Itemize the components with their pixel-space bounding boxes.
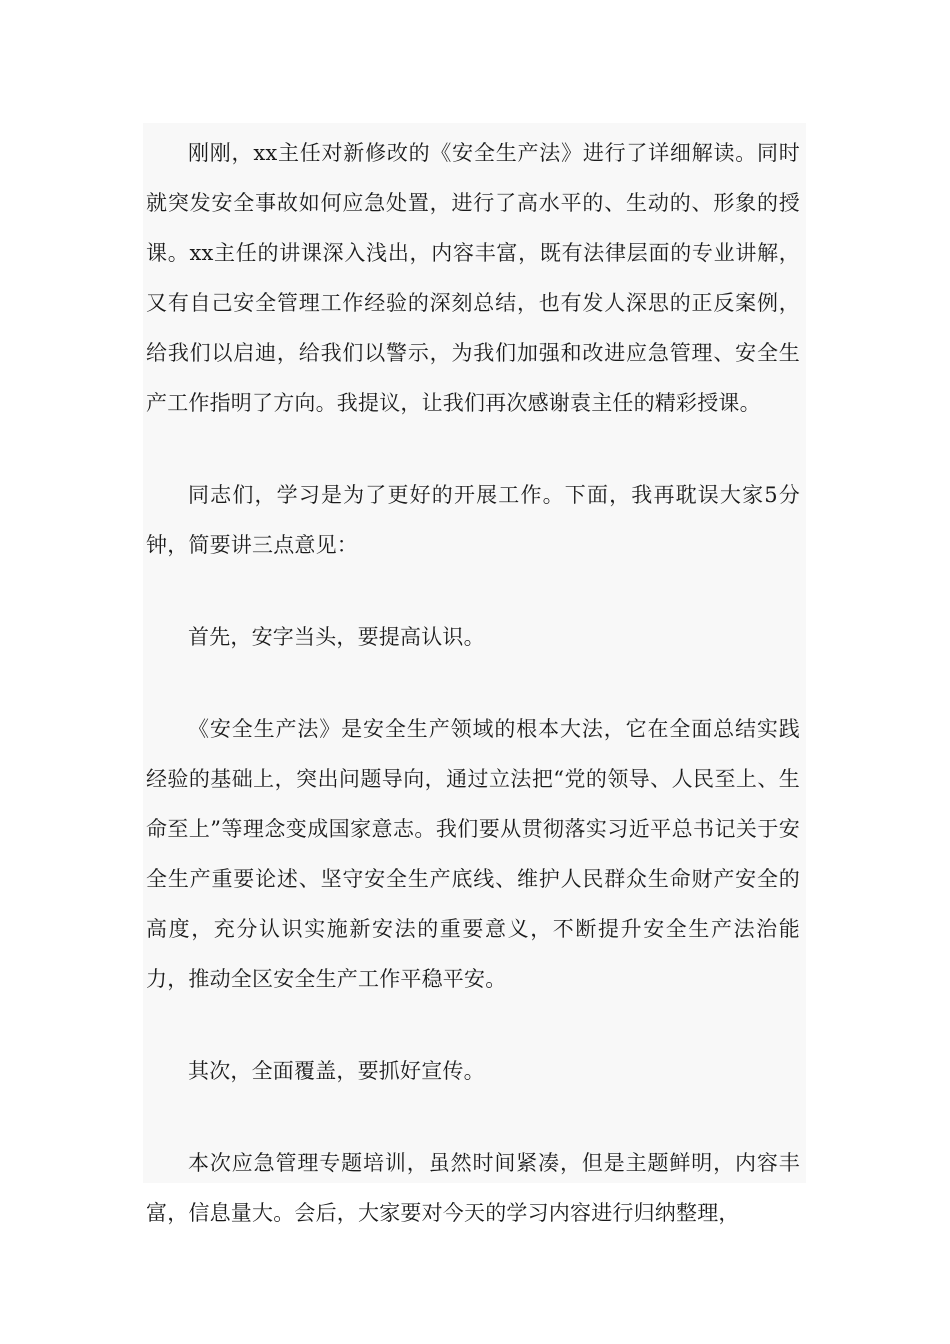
paragraph-gap — [146, 1096, 800, 1138]
paragraph-gap — [146, 1004, 800, 1046]
paragraph-point-one-body: 《安全生产法》是安全生产领域的根本大法，它在全面总结实践经验的基础上，突出问题导向，通过立法把“党的领导、人民至上、生命至上”等理念变成国家意志。我们要从贯彻落实习近平总书记关于安全生产重要论述、坚守安全生产底线、维护人民群众生命财产安全的高度，充分认识实施新安法的重要意义，不断提升安全生产法治能力，推动全区安全生产工作平稳平安。 — [146, 717, 800, 991]
paragraph-gap — [146, 428, 800, 470]
document-body — [146, 123, 800, 1238]
paragraph-lecture-thanks: 刚刚，xx主任对新修改的《安全生产法》进行了详细解读。同时就突发安全事故如何应急处置，进行了高水平的、生动的、形象的授课。xx主任的讲课深入浅出，内容丰富，既有法律层面的专业讲解，又有自己安全管理工作经验的深刻总结，也有发人深思的正反案例，给我们以启迪，给我们以警示，为我们加强和改进应急管理、安全生产工作指明了方向。我提议，让我们再次感谢袁主任的精彩授课。 — [146, 141, 800, 415]
paragraph-intro-opinions: 同志们，学习是为了更好的开展工作。下面，我再耽误大家5分钟，简要讲三点意见： — [146, 483, 800, 557]
paragraph-point-two-body: 本次应急管理专题培训，虽然时间紧凑，但是主题鲜明，内容丰富，信息量大。会后，大家要对今天的学习内容进行归纳整理， — [146, 1151, 800, 1225]
paragraph-point-one-heading: 首先，安字当头，要提高认识。 — [188, 625, 485, 649]
document-page — [143, 123, 806, 1225]
paragraph-gap — [146, 570, 800, 612]
paragraph-point-two-heading: 其次，全面覆盖，要抓好宣传。 — [188, 1059, 485, 1083]
paragraph-gap — [146, 662, 800, 704]
